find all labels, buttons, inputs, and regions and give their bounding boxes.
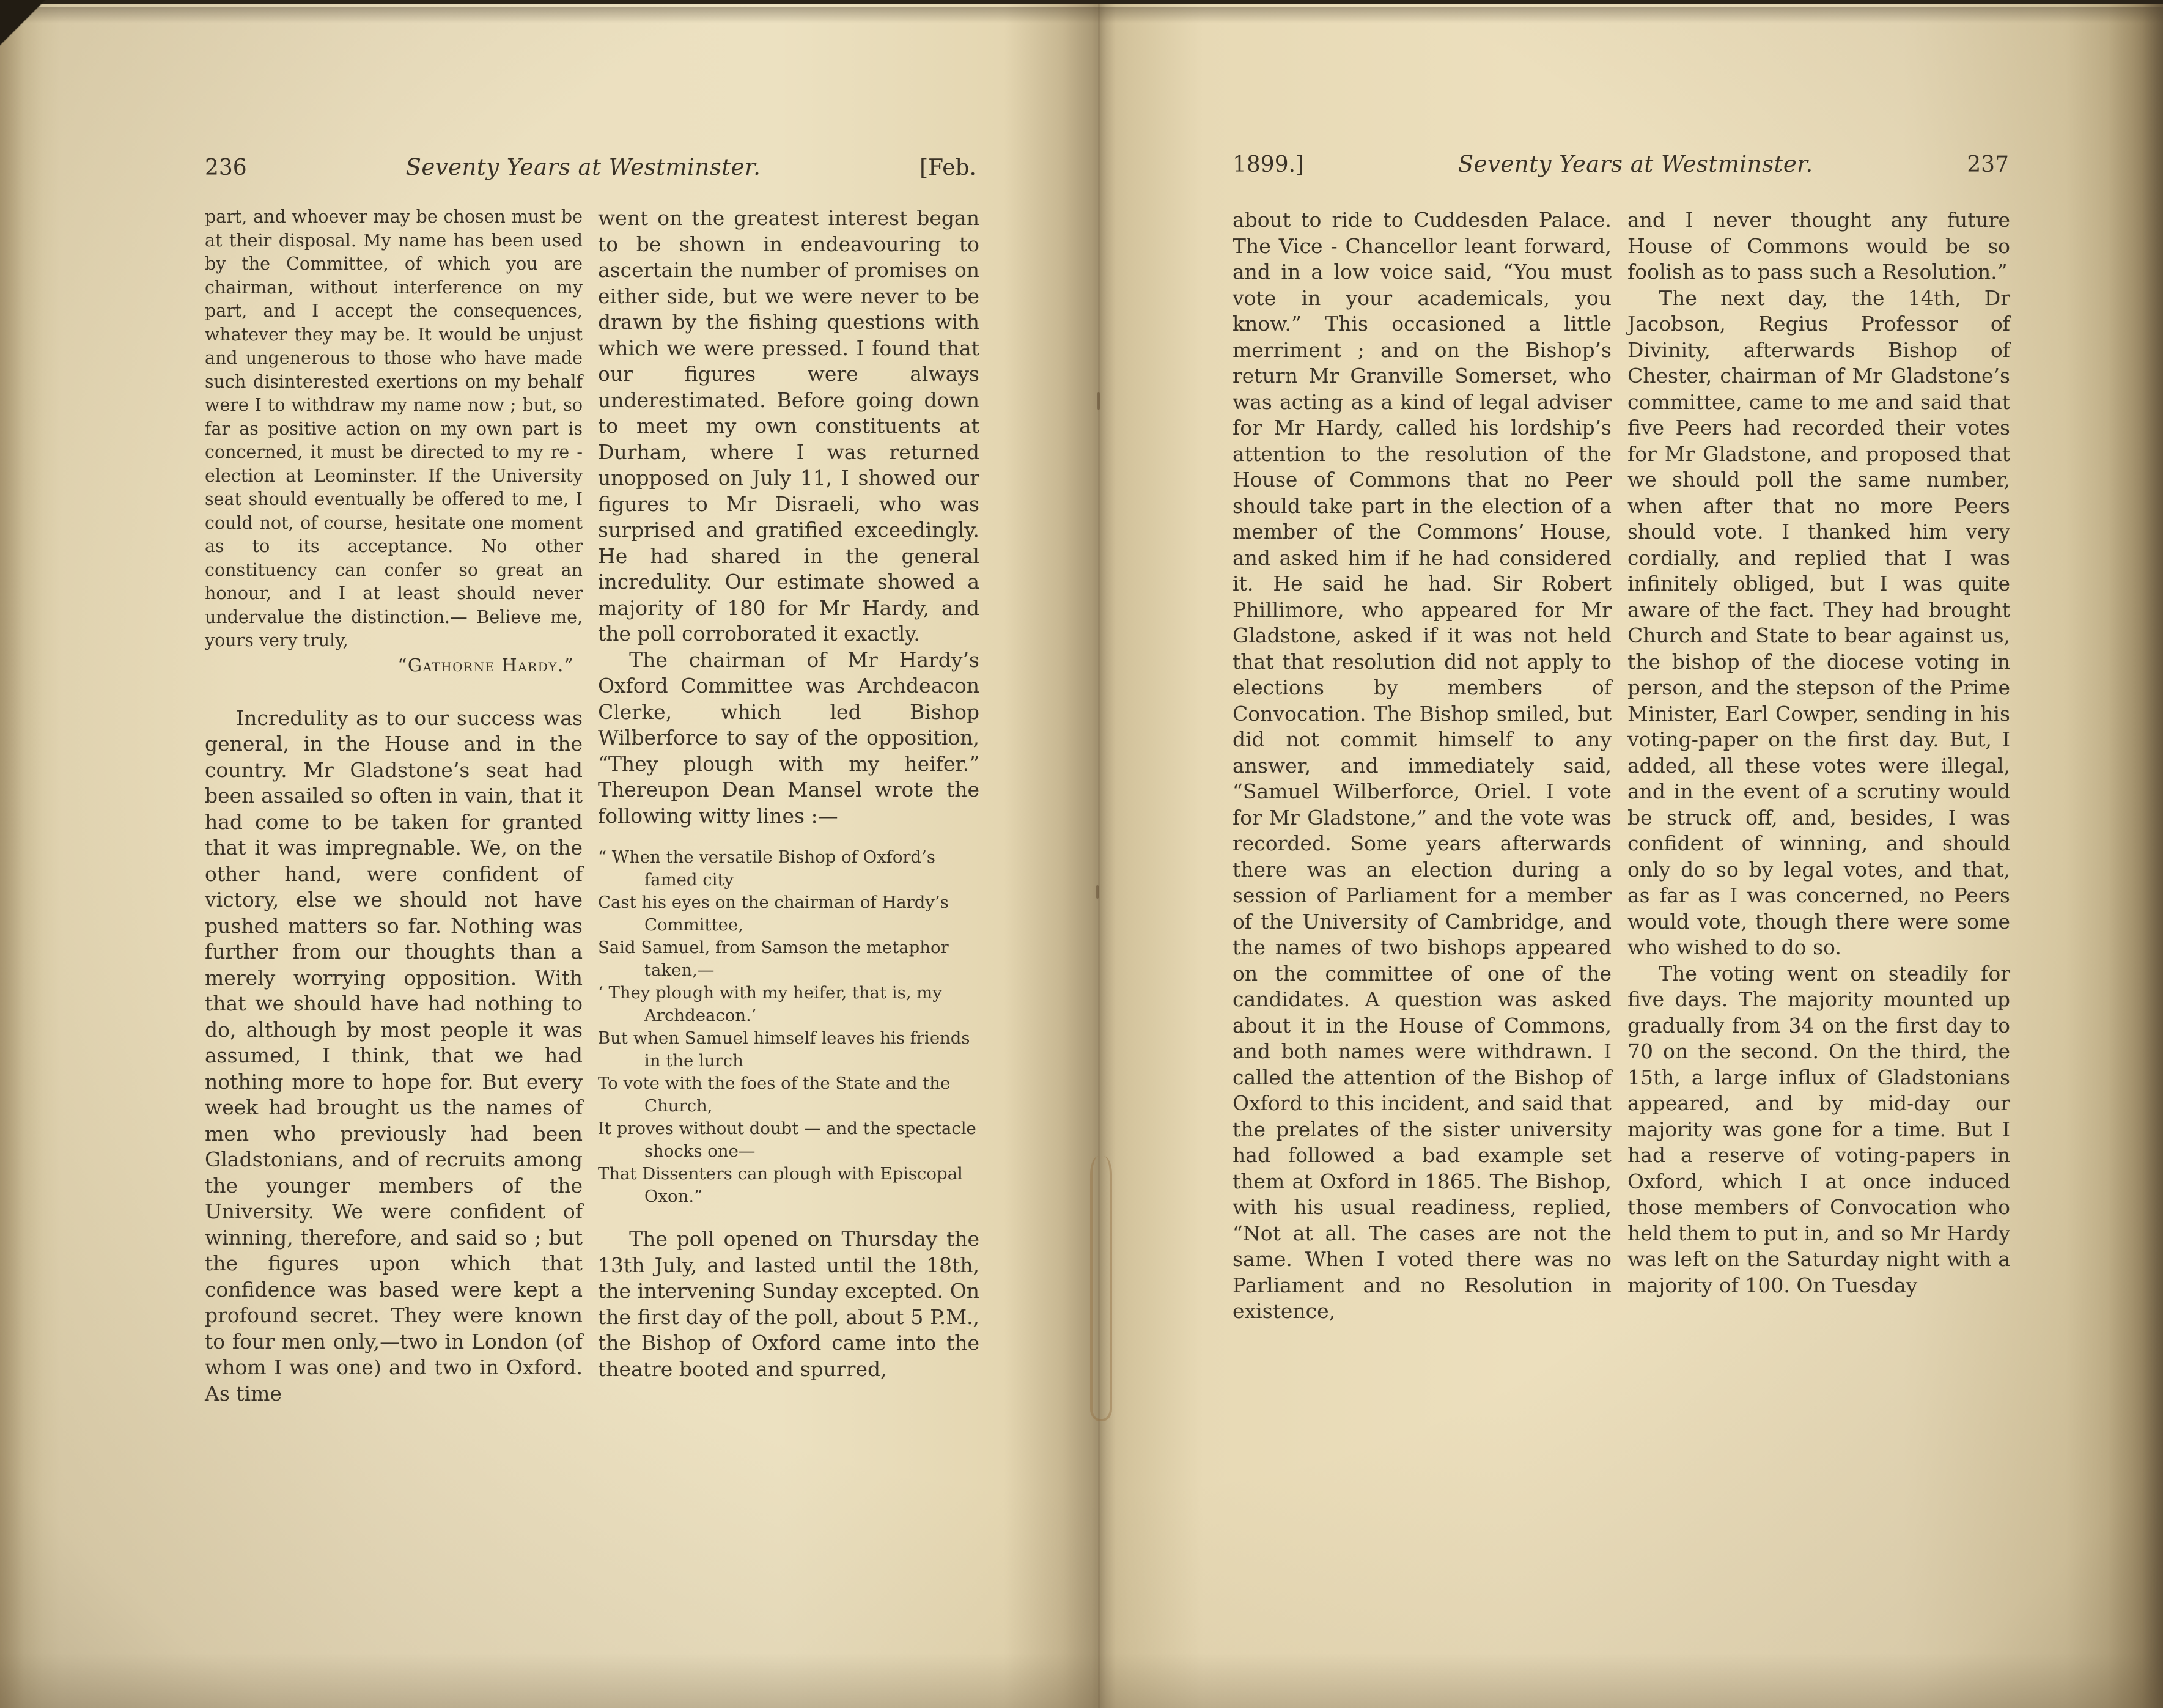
binding-stitch [1096,885,1099,899]
left-page-column-2 [598,205,979,1382]
verse-line: ‘ They plough with my heifer, that is, my Archdeacon.’ [598,983,942,1025]
verse-line: “ When the versatile Bishop of Oxford’s famed city [598,847,936,889]
page-bottom-edge [0,1653,2163,1708]
paragraph: The chairman of Mr Hardy’s Oxford Committee was Archdeacon Clerke, which led Bishop Wilberforce to say of the opposition, “They plough with my heifer.” Thereupon Dean Mansel wrote the following witty lines :— [598,647,979,828]
running-title: Seventy Years at Westminster. [1457,151,1813,177]
left-page-number: 236 [205,155,247,180]
page-right-edge [2108,4,2163,1708]
left-page-column-1 [205,205,583,1407]
scan-top-shadow [0,7,2163,23]
right-page-number: 237 [1967,152,2009,177]
verse-line: That Dissenters can plough with Episcopal Oxon.” [598,1164,963,1206]
letter-paragraph: part, and whoever may be chosen must be at their disposal. My name has been used by the Committee, of which you are chairman, without interference on my part, and I accept the consequences, whatever they may be. It would be unjust and ungenerous to those who have made such disinterested exertions on my behalf were I to withdraw my name now ; but, so far as positive action on my own part is concerned, it must be directed to my re - election at Leominster. If the University seat should eventually be offered to me, I could not, of course, hesitate one moment as to its acceptance. No other constituency can confer so great an honour, and I at least should never undervalue the distinction.— Believe me, yours very truly, [205,207,583,650]
running-title: Seventy Years at Westminster. [405,154,761,180]
page-gutter [1003,4,1204,1708]
verse-line: Said Samuel, from Samson the metaphor taken,— [598,938,949,980]
letter-signature: “Gathorne Hardy.” [397,654,574,675]
verse-line: It proves without doubt — and the spectacle shocks one— [598,1119,976,1161]
paragraph: and I never thought any future House of Commons would be so foolish as to pass such a Resolution.” [1627,208,2010,284]
book-spread [0,4,2163,1708]
verse-line: But when Samuel himself leaves his friends in the lurch [598,1028,970,1070]
issue-marker: [Feb. [919,155,976,180]
page-left-edge [0,4,43,1708]
paragraph: Incredulity as to our success was general, in the House and in the country. Mr Gladstone’s seat had been assailed so often in vain, that it had come to be taken for granted that it was impregnable. We, on the other hand, were confident of victory, else we should not have pushed matters so far. Nothing was further from our thoughts than a merely worrying opposition. With that we should have had nothing to do, although by most people it was assumed, I think, that we had nothing more to hope for. But every week had brought us the names of men who previously had been Gladstonians, and of recruits among the younger members of the University. We were confident of winning, therefore, and said so ; but the figures upon which that confidence was based were kept a profound secret. They were known to four men only,—two in London (of whom I was one) and two in Oxford. As time [205,705,583,1405]
paragraph: The next day, the 14th, Dr Jacobson, Regius Professor of Divinity, afterwards Bishop of Chester, chairman of Mr Gladstone’s committee, came to me and said that five Peers had recorded their votes for Mr Gladstone, and proposed that we should poll the same number, when after that no more Peers should vote. I thanked him very cordially, and replied that I was infinitely obliged, but I was quite aware of the fact. They had brought Church and State to bear against us, the bishop of the diocese voting in person, and the stepson of the Prime Minister, Earl Cowper, sending in his voting-paper on the first day. But, I added, all these votes were illegal, and in the event of a scrutiny would be struck off, and, besides, I was confident of winning, and should only do so by legal votes, and that, as far as I was concerned, no Peers would vote, though there were some who wished to do so. [1627,285,2010,959]
paragraph: went on the greatest interest began to be shown in endeavouring to ascertain the number of promises on either side, but we were never to be drawn by the fishing questions with which we were pressed. I found that our figures were always underestimated. Before going down to meet my own constituents at Durham, where I was returned unopposed on July 11, I showed our figures to Mr Disraeli, who was surprised and gratified exceedingly. He had shared in the general incredulity. Our estimate showed a majority of 180 for Mr Hardy, and the poll corroborated it exactly. [598,206,979,646]
scan-top-edge [0,0,2163,4]
verse-line: Cast his eyes on the chairman of Hardy’s Committee, [598,893,949,935]
right-page-column-1 [1233,207,1612,1325]
binding-seam [1098,4,1100,1708]
left-page-header [205,154,976,180]
binding-stitch [1097,392,1100,410]
binding-thread [1090,1156,1112,1421]
paragraph: The voting went on steadily for five days. The majority mounted up gradually from 34 on the first day to 70 on the second. On the third, the 15th, a large influx of Gladstonians appeared, and by mid-day our majority was gone for a time. But I had a reserve of voting-papers in Oxford, which I at once induced those members of Convocation who held them to put in, and so Mr Hardy was left on the Saturday night with a majority of 100. On Tuesday [1627,961,2010,1297]
paragraph: The poll opened on Thursday the 13th July, and lasted until the 18th, the intervening Sunday excepted. On the first day of the poll, about 5 P.M., the Bishop of Oxford came into the theatre booted and spurred, [598,1227,979,1381]
paragraph: about to ride to Cuddesden Palace. The Vice - Chancellor leant forward, and in a low voice said, “You must vote in your academicals, you know.” This occasioned a little merriment ; and on the Bishop’s return Mr Granville Somerset, who was acting as a kind of legal adviser for Mr Hardy, called his lordship’s attention to the resolution of the House of Commons that no Peer should take part in the election of a member of the Commons’ House, and asked him if he had considered it. He said he had. Sir Robert Phillimore, who appeared for Mr Gladstone, asked if it was not held that that resolution did not apply to elections by members of Convocation. The Bishop smiled, but did not commit himself to any answer, and immediately said, “Samuel Wilberforce, Oriel. I vote for Mr Gladstone,” and the vote was recorded. Some years afterwards there was an election during a session of Parliament for a member of the University of Cambridge, and the names of two bishops appeared on the committee of one of the candidates. A question was asked about it in the House of Commons, and both names were withdrawn. I called the attention of the Bishop of Oxford to this incident, and said that the prelates of the sister university had followed a bad example set them at Oxford in 1865. The Bishop, with his usual readiness, replied, “Not at all. The cases are not the same. When I voted there was no Parliament and no Resolution in existence, [1233,208,1612,1323]
verse-line: To vote with the foes of the State and the Church, [598,1073,951,1116]
verse-quote [598,846,979,1208]
right-page-header [1233,151,2009,177]
scan-corner-artifact [0,0,67,92]
right-page-column-2 [1627,207,2010,1298]
year-marker: 1899.] [1233,152,1305,177]
